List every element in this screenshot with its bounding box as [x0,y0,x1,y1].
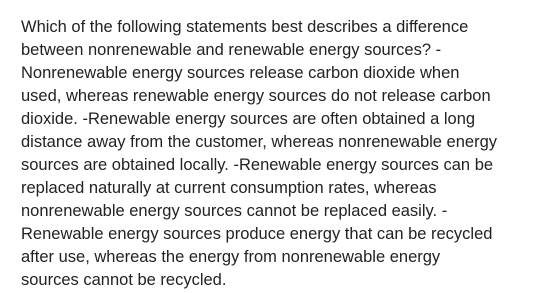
question-text: Which of the following statements best describes a difference between nonrenewable and renewable energy sources? - Nonrenewable energy sources release carbon dioxide when used, whereas renewable energy sources do not release carbon dioxide. -Renewable energy sources are often obtained a long distance away from the customer, whereas nonrenewable energy sources are obtained locally. -Renewable energy sources can be replaced naturally at current consumption rates, whereas nonrenewable energy sources cannot be replaced easily. - Renewable energy sources produce energy that can be recycled after use, whereas the energy from nonrenewable energy sources cannot be recycled. [21,18,498,289]
